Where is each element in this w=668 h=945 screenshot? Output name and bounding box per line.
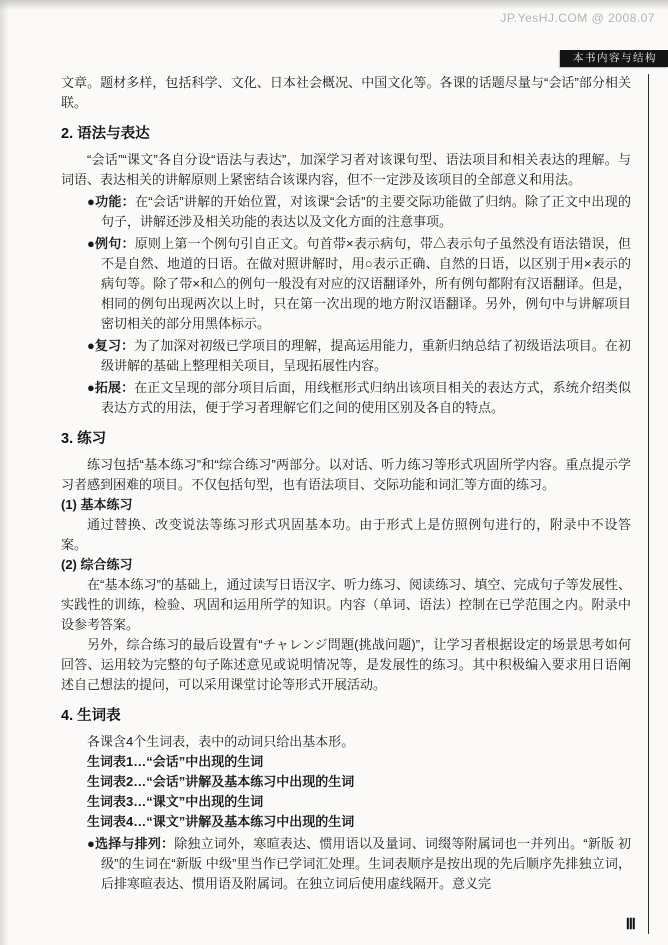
bullet-label: ●拓展：	[87, 380, 135, 395]
subsection-2-paragraph-1: 在“基本练习”的基础上，通过读写日语汉字、听力练习、阅读练习、填空、完成句子等发展性、实践性的训练，检验、巩固和运用所学的知识。内容（单词、语法）控制在已学范围之内。附录中设参考答案。	[61, 577, 631, 632]
section-3-lead: 练习包括“基本练习”和“综合练习”两部分。以对话、听力练习等形式巩固所学内容。重点提示学习者感到困难的项目。不仅包括句型，也有语法项目、交际功能和词汇等方面的练习。	[61, 457, 631, 492]
bullet-label: ●例句：	[87, 236, 135, 251]
vocab-list-line-3: 生词表3…“课文”中出现的生词	[87, 794, 264, 809]
vocab-list-line-2: 生词表2…“会话”讲解及基本练习中出现的生词	[87, 774, 355, 789]
intro-paragraph: 文章。题材多样，包括科学、文化、日本社会概况、中国文化等。各课的话题尽量与“会话”部分相关联。	[61, 75, 631, 110]
vocab-list-line-4: 生词表4…“课文”讲解及基本练习中出现的生词	[87, 814, 355, 829]
bullet-label: ●选择与排列：	[87, 836, 175, 851]
subsection-1-title: (1) 基本练习	[61, 497, 133, 512]
section-4-title: 4. 生词表	[61, 708, 121, 724]
page-content	[61, 73, 631, 894]
watermark-text: JP.YesHJ.COM @ 2008.07	[500, 11, 655, 25]
section-2-title: 2. 语法与表达	[61, 126, 150, 142]
bullet-text: 在正文呈现的部分项目后面，用线框形式归纳出该项目相关的表达方式，系统介绍类似表达方式的用法，便于学习者理解它们之间的使用区别及各自的特点。	[101, 380, 631, 415]
bullet-text: 原则上第一个例句引自正文。句首带×表示病句，带△表示句子虽然没有语法错误，但不是自然、地道的日语。在做对照讲解时，用○表示正确、自然的日语，以区别于用×表示的病句等。除了带×和△的例句一般没有对应的汉语翻译外，所有例句都附有汉语翻译。但是，相同的例句出现两次以上时，只在第一次出现的地方附汉语翻译。另外，例句中与讲解项目密切相关的部分用黑体标示。	[101, 236, 631, 331]
section-2-lead: “会话”“课文”各自分设“语法与表达”，加深学习者对该课句型、语法项目和相关表达的理解。与词语、表达相关的讲解原则上紧密结合该课内容，但不一定涉及该项目的全部意义和用法。	[61, 152, 631, 187]
vocab-list-line-1: 生词表1…“会话”中出现的生词	[87, 754, 264, 769]
section-3-title: 3. 练习	[61, 431, 107, 447]
bullet-item-example	[61, 234, 631, 334]
subsection-2-paragraph-2: 另外，综合练习的最后设置有“チャレンジ問題(挑战问题)”，让学习者根据设定的场景思考如何回答、运用较为完整的句子陈述意见或说明情况等，是发展性的练习。其中积极编入要求用日语阐述自己想法的提问，可以采用课堂讨论等形式开展活动。	[61, 637, 631, 692]
bullet-label: ●复习：	[87, 338, 135, 353]
chapter-tab: 本书内容与结构	[560, 50, 668, 67]
page-edge-rule	[648, 74, 650, 934]
bullet-item-expand	[61, 378, 631, 418]
bullet-item-selection	[61, 834, 631, 894]
subsection-2-title: (2) 综合练习	[61, 557, 133, 572]
section-4-lead: 各课含4个生词表，表中的动词只给出基本形。	[87, 734, 355, 749]
bullet-label: ●功能：	[87, 194, 135, 209]
bullet-text: 为了加深对初级已学项目的理解，提高运用能力，重新归纳总结了初级语法项目。在初级讲解的基础上整理相关项目，呈现拓展性内容。	[101, 338, 631, 373]
bullet-item-review	[61, 336, 631, 376]
bullet-text: 除独立词外，寒暄表达、惯用语以及量词、词缀等附属词也一并列出。“新版 初级”的生词在“新版 中级”里当作已学词汇处理。生词表顺序是按出现的先后顺序先排独立词，后排寒暄表达、惯用语及附属词。在独立词后使用虚线隔开。意义完	[101, 836, 631, 891]
bullet-text: 在“会话”讲解的开始位置，对该课“会话”的主要交际功能做了归纳。除了正文中出现的句子，讲解还涉及相关功能的表达以及文化方面的注意事项。	[101, 194, 631, 229]
page-number: Ⅲ	[625, 917, 636, 933]
bullet-item-function	[61, 192, 631, 232]
subsection-1-text: 通过替换、改变说法等练习形式巩固基本功。由于形式上是仿照例句进行的，附录中不设答案。	[61, 517, 631, 552]
